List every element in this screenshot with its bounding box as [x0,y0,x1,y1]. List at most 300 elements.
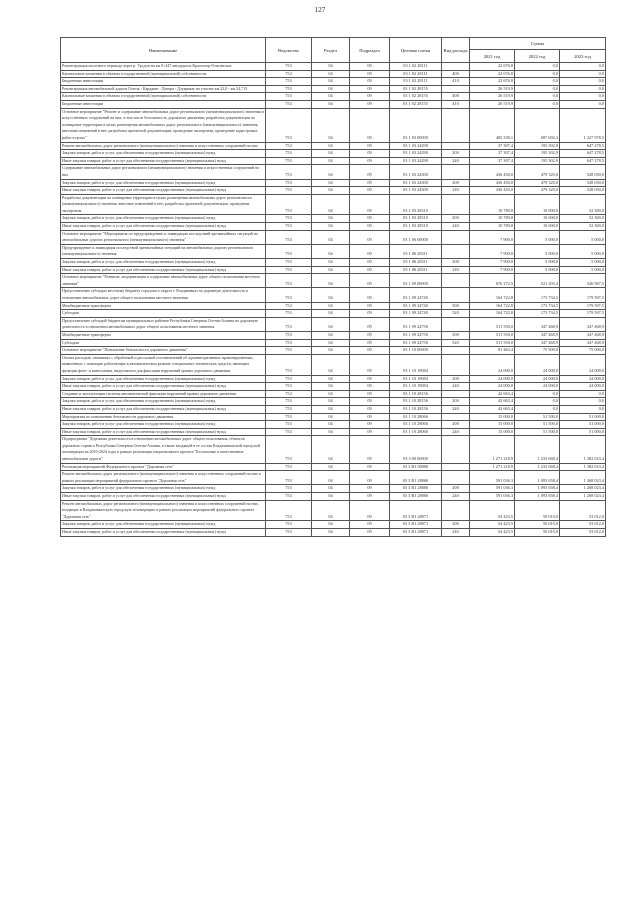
row-amount-2021: 54 423,5 [470,529,515,537]
row-section: 04 [312,85,350,93]
row-section: 04 [312,398,350,406]
row-amount-2022: 1 093 658,4 [515,471,560,485]
row-ministry: 753 [266,187,312,195]
row-subsection: 09 [350,274,390,288]
row-section: 04 [312,331,350,339]
row-amount-2023: 75 000,0 [560,347,606,355]
row-amount-2023: 528 050,0 [560,179,606,187]
row-target: 03 1 10 19084 [390,383,442,391]
table-row [61,244,606,258]
row-section: 04 [312,259,350,267]
table-row [61,421,606,429]
row-target: 03 1 09 24750 [390,331,442,339]
row-subsection: 09 [350,302,390,310]
row-section: 04 [312,274,350,288]
row-amount-2023: 5 000,0 [560,259,606,267]
row-amount-2021: 42 663,4 [470,390,515,398]
row-subsection: 09 [350,93,390,101]
row-ministry: 753 [266,405,312,413]
row-target: 03 3 R1 00000 [390,463,442,471]
row-amount-2021: 7 900,0 [470,259,515,267]
row-expense-type [442,317,470,331]
row-ministry: 753 [266,100,312,108]
row-target: 03 1 10 28156 [390,398,442,406]
row-target: 03 1 09 24740 [390,302,442,310]
row-name: Создание и эксплуатация системы автоматической фиксации нарушений правил дорожного движения [61,390,266,398]
row-amount-2021: 511 550,0 [470,331,515,339]
row-ministry: 753 [266,339,312,347]
budget-table [60,37,606,537]
table-row [61,179,606,187]
row-expense-type: 240 [442,493,470,501]
row-target: 03 1 10 19084 [390,354,442,375]
row-section: 04 [312,266,350,274]
row-target: 03 1 03 28310 [390,223,442,231]
table-row [61,187,606,195]
row-amount-2021: 511 550,0 [470,317,515,331]
row-amount-2021: 7 900,0 [470,266,515,274]
row-amount-2021: 10 780,8 [470,215,515,223]
row-section: 04 [312,383,350,391]
row-expense-type: 400 [442,70,470,78]
row-subsection: 09 [350,383,390,391]
table-row [61,165,606,179]
row-subsection: 09 [350,70,390,78]
row-name: Иные закупки товаров, работ и услуг для обеспечения государственных (муниципальных) нужд [61,383,266,391]
row-expense-type [442,463,470,471]
row-amount-2021: 26 519,9 [470,100,515,108]
row-expense-type: 240 [442,383,470,391]
table-row [61,390,606,398]
row-name: Основное мероприятие "Повышение безопасности дорожного движения" [61,347,266,355]
row-ministry: 753 [266,375,312,383]
row-target: 03 1 10 28066 [390,428,442,436]
row-expense-type: 240 [442,157,470,165]
table-row [61,288,606,302]
row-amount-2021: 22 676,8 [470,63,515,71]
row-amount-2022: 173 734,5 [515,288,560,302]
row-section: 04 [312,428,350,436]
table-row [61,436,606,463]
row-target: 03 3 R1 28071 [390,529,442,537]
row-amount-2021: 591 036,3 [470,485,515,493]
row-ministry: 753 [266,471,312,485]
table-row [61,347,606,355]
row-name: Предоставление субсидий бюджетам муниципальных районов Республики Северная Осетия-Алания на дорожную деятельность в отношении автомобильных дорог общего пользования местного значения [61,317,266,331]
row-name: Закупка товаров, работ и услуг для обеспечения государственных (муниципальных) нужд [61,215,266,223]
row-ministry: 753 [266,244,312,258]
row-subsection: 09 [350,428,390,436]
row-amount-2021: 15 000,0 [470,428,515,436]
row-amount-2021: 436 450,0 [470,165,515,179]
row-expense-type: 240 [442,428,470,436]
row-target: 03 1 02 28111 [390,70,442,78]
row-amount-2022: 687 692,3 [515,108,560,142]
row-amount-2021: 164 722,8 [470,310,515,318]
row-expense-type [442,471,470,485]
row-ministry: 753 [266,215,312,223]
row-subsection: 09 [350,390,390,398]
header-name: Наименование [61,38,266,63]
row-amount-2022: 50 010,0 [515,529,560,537]
row-ministry: 753 [266,150,312,158]
row-subsection: 09 [350,405,390,413]
table-row [61,529,606,537]
header-year-2021: 2021 год [470,50,515,63]
table-row [61,142,606,150]
row-ministry: 753 [266,390,312,398]
row-amount-2021: 24 000,0 [470,354,515,375]
row-subsection: 09 [350,266,390,274]
row-section: 04 [312,310,350,318]
row-amount-2021: 22 676,8 [470,78,515,86]
row-amount-2022: 1 093 658,4 [515,485,560,493]
row-subsection: 09 [350,485,390,493]
row-ministry: 753 [266,347,312,355]
row-name: Иные закупки товаров, работ и услуг для обеспечения государственных (муниципальных) нужд [61,529,266,537]
table-row [61,398,606,406]
row-amount-2023: 52 300,0 [560,215,606,223]
table-row [61,93,606,101]
row-section: 04 [312,354,350,375]
row-section: 04 [312,194,350,215]
table-row [61,405,606,413]
row-amount-2021: 7 900,0 [470,230,515,244]
row-amount-2021: 15 000,0 [470,413,515,421]
row-ministry: 753 [266,288,312,302]
row-amount-2022: 347 468,9 [515,331,560,339]
row-amount-2023: 53 012,0 [560,521,606,529]
table-row [61,493,606,501]
row-amount-2021: 54 423,5 [470,521,515,529]
row-section: 04 [312,471,350,485]
row-expense-type: 500 [442,302,470,310]
row-amount-2023: 0,0 [560,63,606,71]
row-name: Иные закупки товаров, работ и услуг для обеспечения государственных (муниципальных) нужд [61,187,266,195]
row-amount-2021: 26 519,9 [470,93,515,101]
row-expense-type [442,390,470,398]
row-target: 03 1 09 24750 [390,339,442,347]
row-subsection: 09 [350,521,390,529]
row-ministry: 753 [266,157,312,165]
row-amount-2023: 1 382 023,4 [560,436,606,463]
row-ministry: 753 [266,331,312,339]
row-amount-2021: 54 423,5 [470,500,515,521]
row-name: Закупка товаров, работ и услуг для обеспечения государственных (муниципальных) нужд [61,521,266,529]
row-target: 03 1 06 28311 [390,259,442,267]
row-expense-type [442,63,470,71]
row-amount-2023: 0,0 [560,85,606,93]
row-amount-2023: 0,0 [560,100,606,108]
row-target: 03 1 03 00000 [390,108,442,142]
row-ministry: 753 [266,266,312,274]
row-expense-type: 410 [442,100,470,108]
row-ministry: 753 [266,108,312,142]
row-ministry: 753 [266,310,312,318]
row-name: Ремонт автомобильных дорог регионального (межмуниципального) значения и искусственных сооружений на них [61,142,266,150]
row-amount-2021: 81 463,4 [470,347,515,355]
row-amount-2023: 24 000,0 [560,354,606,375]
row-name: Бюджетные инвестиции [61,78,266,86]
header-target: Целевая статья [390,38,442,63]
row-section: 04 [312,244,350,258]
row-amount-2022: 10 000,0 [515,194,560,215]
row-section: 04 [312,157,350,165]
row-ministry: 753 [266,93,312,101]
row-amount-2022: 347 468,9 [515,317,560,331]
row-amount-2021: 7 900,0 [470,244,515,258]
row-amount-2022: 0,0 [515,70,560,78]
row-subsection: 09 [350,108,390,142]
row-amount-2022: 5 000,0 [515,244,560,258]
row-subsection: 09 [350,493,390,501]
row-subsection: 09 [350,100,390,108]
row-expense-type [442,500,470,521]
row-target: 03 1 03 24300 [390,165,442,179]
row-amount-2022: 50 010,0 [515,500,560,521]
row-subsection: 09 [350,63,390,71]
row-amount-2021: 37 307,4 [470,142,515,150]
header-year-2022: 2022 год [515,50,560,63]
row-target: 03 1 03 24290 [390,150,442,158]
row-name: Содержание автомобильных дорог регионального (межмуниципального) значения и искусственных сооружений на них [61,165,266,179]
row-amount-2023: 0,0 [560,70,606,78]
row-target: 03 3 R1 28060 [390,471,442,485]
row-name: Предоставление субсидии местному бюджету городского округа г. Владикавказ на дорожную деятельность в отношении автомобильных дорог общего пользования местного значения [61,288,266,302]
row-amount-2023: 526 967,5 [560,274,606,288]
row-ministry: 753 [266,142,312,150]
row-amount-2023: 0,0 [560,405,606,413]
row-name: Иные закупки товаров, работ и услуг для обеспечения государственных (муниципальных) нужд [61,493,266,501]
row-amount-2021: 164 722,8 [470,288,515,302]
row-expense-type [442,194,470,215]
row-name: Закупка товаров, работ и услуг для обеспечения государственных (муниципальных) нужд [61,375,266,383]
row-section: 04 [312,375,350,383]
row-amount-2022: 479 320,0 [515,179,560,187]
row-target: 03 1 10 28066 [390,413,442,421]
row-amount-2023: 5 000,0 [560,266,606,274]
row-ministry: 753 [266,463,312,471]
table-row [61,70,606,78]
row-name: Бюджетные инвестиции [61,100,266,108]
row-expense-type: 400 [442,93,470,101]
row-amount-2023: 647 278,5 [560,150,606,158]
row-amount-2023: 51 000,0 [560,413,606,421]
row-expense-type: 240 [442,187,470,195]
header-subsection: Подраздел [350,38,390,63]
row-amount-2022: 75 500,0 [515,347,560,355]
row-expense-type [442,244,470,258]
row-section: 04 [312,317,350,331]
row-amount-2023: 0,0 [560,93,606,101]
table-row [61,259,606,267]
row-subsection: 09 [350,165,390,179]
table-row [61,354,606,375]
row-subsection: 09 [350,187,390,195]
row-amount-2023: 0,0 [560,78,606,86]
row-subsection: 09 [350,85,390,93]
row-target: 03 3 R1 28060 [390,485,442,493]
row-subsection: 09 [350,194,390,215]
row-section: 04 [312,93,350,101]
row-amount-2022: 479 320,0 [515,165,560,179]
row-section: 04 [312,493,350,501]
row-name: Подпрограмма "Дорожная деятельность в отношении автомобильных дорог общего пользования, объектов дорожного сервиса Республики Северная Осетия-Алания, в также входящей в ее состав Владикавказской городской агломерации на 2019-2024 годы в рамках реализации национального проекта "Безопасные и качественные автомобильные дороги" [61,436,266,463]
table-row [61,150,606,158]
table-row [61,463,606,471]
table-row [61,157,606,165]
row-ministry: 753 [266,428,312,436]
row-name: Иные закупки товаров, работ и услуг для обеспечения государственных (муниципальных) нужд [61,405,266,413]
row-amount-2022: 1 233 668,4 [515,463,560,471]
row-section: 04 [312,142,350,150]
table-row [61,310,606,318]
row-section: 04 [312,529,350,537]
row-section: 04 [312,78,350,86]
row-section: 04 [312,100,350,108]
row-expense-type: 520 [442,310,470,318]
row-name: Закупка товаров, работ и услуг для обеспечения государственных (муниципальных) нужд [61,421,266,429]
row-section: 04 [312,215,350,223]
row-target: 03 1 09 24740 [390,288,442,302]
row-subsection: 09 [350,463,390,471]
row-ministry: 753 [266,354,312,375]
row-amount-2023: 53 012,0 [560,529,606,537]
row-amount-2023: 647 278,5 [560,157,606,165]
row-target: 03 1 03 24290 [390,142,442,150]
row-expense-type [442,274,470,288]
row-amount-2022: 0,0 [515,398,560,406]
row-amount-2021: 1 271 218,9 [470,436,515,463]
row-section: 04 [312,70,350,78]
row-amount-2023: 528 050,0 [560,165,606,179]
row-expense-type: 500 [442,331,470,339]
row-target: 03 1 10 19084 [390,375,442,383]
row-target: 03 1 03 24300 [390,179,442,187]
row-amount-2021: 22 676,8 [470,70,515,78]
header-ministry: Ведомство [266,38,312,63]
row-name: Ремонт автомобильных дорог регионального (межмуниципального) значения и искусственных сооружений на них, входящих в Владикавказскую городскую агломерацию в рамках реализации мероприятий федерального проекта "Дорожная сеть" [61,500,266,521]
row-amount-2021: 15 000,0 [470,421,515,429]
table-row [61,230,606,244]
row-expense-type: 200 [442,421,470,429]
row-target: 03 1 03 24300 [390,187,442,195]
row-subsection: 09 [350,471,390,485]
row-expense-type: 200 [442,150,470,158]
row-subsection: 09 [350,339,390,347]
row-amount-2022: 0,0 [515,93,560,101]
row-target: 03 3 R1 28071 [390,521,442,529]
row-section: 04 [312,339,350,347]
row-subsection: 09 [350,436,390,463]
row-amount-2023: 1 268 023,4 [560,471,606,485]
row-amount-2022: 10 000,0 [515,223,560,231]
table-row [61,100,606,108]
row-amount-2023: 1 382 023,4 [560,463,606,471]
row-expense-type: 240 [442,529,470,537]
row-section: 04 [312,390,350,398]
row-ministry: 753 [266,63,312,71]
row-amount-2023: 179 597,5 [560,302,606,310]
row-expense-type: 410 [442,78,470,86]
row-section: 04 [312,223,350,231]
row-amount-2022: 10 000,0 [515,215,560,223]
row-subsection: 09 [350,150,390,158]
row-amount-2021: 1 271 218,9 [470,463,515,471]
row-expense-type [442,354,470,375]
row-target: 03 1 02 28155 [390,85,442,93]
table-row [61,63,606,71]
row-name: Разработка документации по планировке территории в целях размещения автомобильных дорог регионального (межмуниципального) значения, внесение изменений в нее; разработка проектной документации, проведение экспертизы [61,194,266,215]
row-ministry: 753 [266,529,312,537]
row-amount-2022: 1 093 658,4 [515,493,560,501]
row-ministry: 753 [266,485,312,493]
row-name: Основное мероприятие "Развитие, модернизация и содержание автомобильных дорог общего пользования местного значения" [61,274,266,288]
row-amount-2021: 37 307,4 [470,150,515,158]
row-amount-2022: 51 500,0 [515,428,560,436]
row-amount-2023: 179 597,5 [560,288,606,302]
row-subsection: 09 [350,500,390,521]
row-section: 04 [312,405,350,413]
table-row [61,339,606,347]
row-subsection: 09 [350,223,390,231]
row-amount-2022: 1 233 668,4 [515,436,560,463]
row-target: 03 1 10 28156 [390,390,442,398]
row-name: Иные закупки товаров, работ и услуг для обеспечения государственных (муниципальных) нужд [61,266,266,274]
table-row [61,471,606,485]
row-name: Ремонт автомобильных дорог регионального (межмуниципального) значения и искусственных сооружений на них в рамках реализации мероприятий федерального проекта "Дорожная сеть" [61,471,266,485]
row-expense-type [442,288,470,302]
table-row [61,413,606,421]
row-amount-2021: 676 272,5 [470,274,515,288]
row-amount-2023: 1 227 978,5 [560,108,606,142]
row-expense-type: 240 [442,223,470,231]
row-ministry: 753 [266,398,312,406]
table-body [61,63,606,537]
row-name: Закупка товаров, работ и услуг для обеспечения государственных (муниципальных) нужд [61,150,266,158]
row-section: 04 [312,179,350,187]
row-amount-2021: 10 780,8 [470,223,515,231]
row-subsection: 09 [350,398,390,406]
row-amount-2023: 51 000,0 [560,421,606,429]
row-expense-type: 200 [442,215,470,223]
row-amount-2022: 5 000,0 [515,230,560,244]
row-amount-2021: 485 338,1 [470,108,515,142]
row-name: Реконструкция автомобильной дороги Гизель - Карджин - Дигора - Дзуарикау на участке км 22,0 - км 54,713 [61,85,266,93]
row-amount-2021: 591 036,3 [470,471,515,485]
row-expense-type [442,347,470,355]
row-amount-2023: 347 468,9 [560,339,606,347]
row-subsection: 09 [350,78,390,86]
row-name: Иные закупки товаров, работ и услуг для обеспечения государственных (муниципальных) нужд [61,428,266,436]
row-ministry: 753 [266,302,312,310]
row-subsection: 09 [350,288,390,302]
row-amount-2021: 164 722,8 [470,302,515,310]
row-amount-2021: 42 663,4 [470,405,515,413]
row-name: Реализация мероприятий Федерального проекта "Дорожная сеть" [61,463,266,471]
row-expense-type: 240 [442,266,470,274]
row-ministry: 753 [266,413,312,421]
header-section: Раздел [312,38,350,63]
row-subsection: 09 [350,347,390,355]
header-expense-type: Вид расхода [442,38,470,63]
row-amount-2022: 173 734,5 [515,310,560,318]
row-subsection: 09 [350,354,390,375]
row-amount-2022: 173 734,5 [515,302,560,310]
row-amount-2023: 1 268 023,4 [560,493,606,501]
row-amount-2023: 51 000,0 [560,428,606,436]
row-amount-2022: 521 203,4 [515,274,560,288]
